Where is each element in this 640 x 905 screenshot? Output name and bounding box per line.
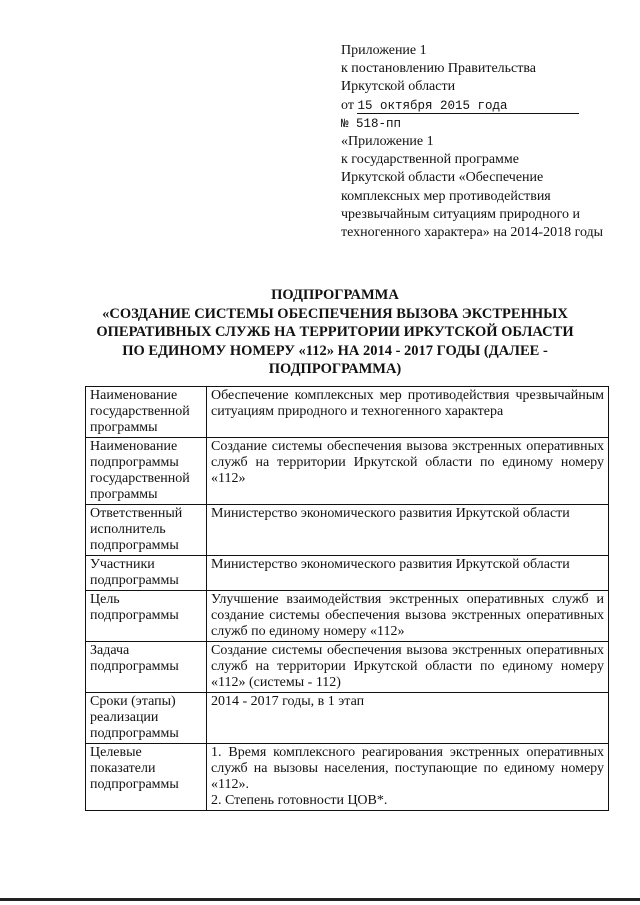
table-row	[86, 591, 609, 642]
row-label: Целевые показатели подпрограммы	[86, 744, 207, 811]
appendix-line-3: Иркутской области	[341, 79, 456, 95]
appendix-line-4: «Приложение 1	[341, 134, 434, 150]
row-value: Создание системы обеспечения вызова экстренных оперативных служб на территории Иркутской области по единому номеру «112»	[207, 438, 609, 505]
appendix-header	[341, 42, 611, 242]
row-label: Задача подпрограммы	[86, 642, 207, 693]
row-value: 2014 - 2017 годы, в 1 этап	[207, 693, 609, 744]
appendix-line-1: Приложение 1	[341, 43, 427, 58]
row-label: Наименование государственной программы	[86, 387, 207, 438]
title-line-3: ОПЕРАТИВНЫХ СЛУЖБ НА ТЕРРИТОРИИ ИРКУТСКОЙ ОБЛАСТИ	[96, 324, 574, 340]
row-label: Сроки (этапы) реализации подпрограммы	[86, 693, 207, 744]
table-row	[86, 556, 609, 591]
date-prefix: от	[341, 97, 354, 113]
indicator-2: 2. Степень готовности ЦОВ*.	[211, 793, 388, 808]
title-line-1: ПОДПРОГРАММА	[271, 287, 399, 303]
row-value	[207, 744, 609, 811]
appendix-line-6: Иркутской области «Обеспечение комплексных мер противодействия чрезвычайным ситуациям природного и техногенного характера» на 2014-2018 годы	[341, 170, 604, 241]
appendix-line-2: к постановлению Правительства	[341, 61, 537, 77]
appendix-date-line	[341, 97, 611, 115]
table-row	[86, 744, 609, 811]
row-value: Обеспечение комплексных мер противодействия чрезвычайным ситуациям природного и техногенного характера	[207, 387, 609, 438]
document-number: № 518-пп	[341, 116, 402, 131]
row-label: Участники подпрограммы	[86, 556, 207, 591]
row-label: Ответственный исполнитель подпрограммы	[86, 505, 207, 556]
table-row	[86, 642, 609, 693]
row-label: Наименование подпрограммы государственной программы	[86, 438, 207, 505]
row-value: Министерство экономического развития Иркутской области	[207, 505, 609, 556]
appendix-line-5: к государственной программе	[341, 152, 519, 168]
subprogram-title	[70, 286, 600, 379]
row-value: Министерство экономического развития Иркутской области	[207, 556, 609, 591]
table-row	[86, 387, 609, 438]
scan-edge-divider	[0, 898, 640, 901]
title-line-5: ПОДПРОГРАММА)	[268, 361, 402, 377]
row-label: Цель подпрограммы	[86, 591, 207, 642]
title-line-4: ПО ЕДИНОМУ НОМЕРУ «112» НА 2014 - 2017 ГОДЫ (ДАЛЕЕ -	[122, 342, 548, 359]
indicator-1: 1. Время комплексного реагирования экстренных оперативных служб на вызовы населения, поступающие по единому номеру «112».	[211, 745, 604, 792]
row-value: Улучшение взаимодействия экстренных оперативных служб и создание системы обеспечения вызова экстренных оперативных служб по единому номеру «112»	[207, 591, 609, 642]
table-row	[86, 505, 609, 556]
subprogram-passport-table	[85, 386, 609, 811]
table-row	[86, 438, 609, 505]
table-row	[86, 693, 609, 744]
date-value: 15 октября 2015 года	[357, 99, 579, 114]
title-line-2: «СОЗДАНИЕ СИСТЕМЫ ОБЕСПЕЧЕНИЯ ВЫЗОВА ЭКСТРЕННЫХ	[102, 305, 568, 322]
row-value: Создание системы обеспечения вызова экстренных оперативных служб на территории Иркутской области по единому номеру «112» (системы - 112)	[207, 642, 609, 693]
